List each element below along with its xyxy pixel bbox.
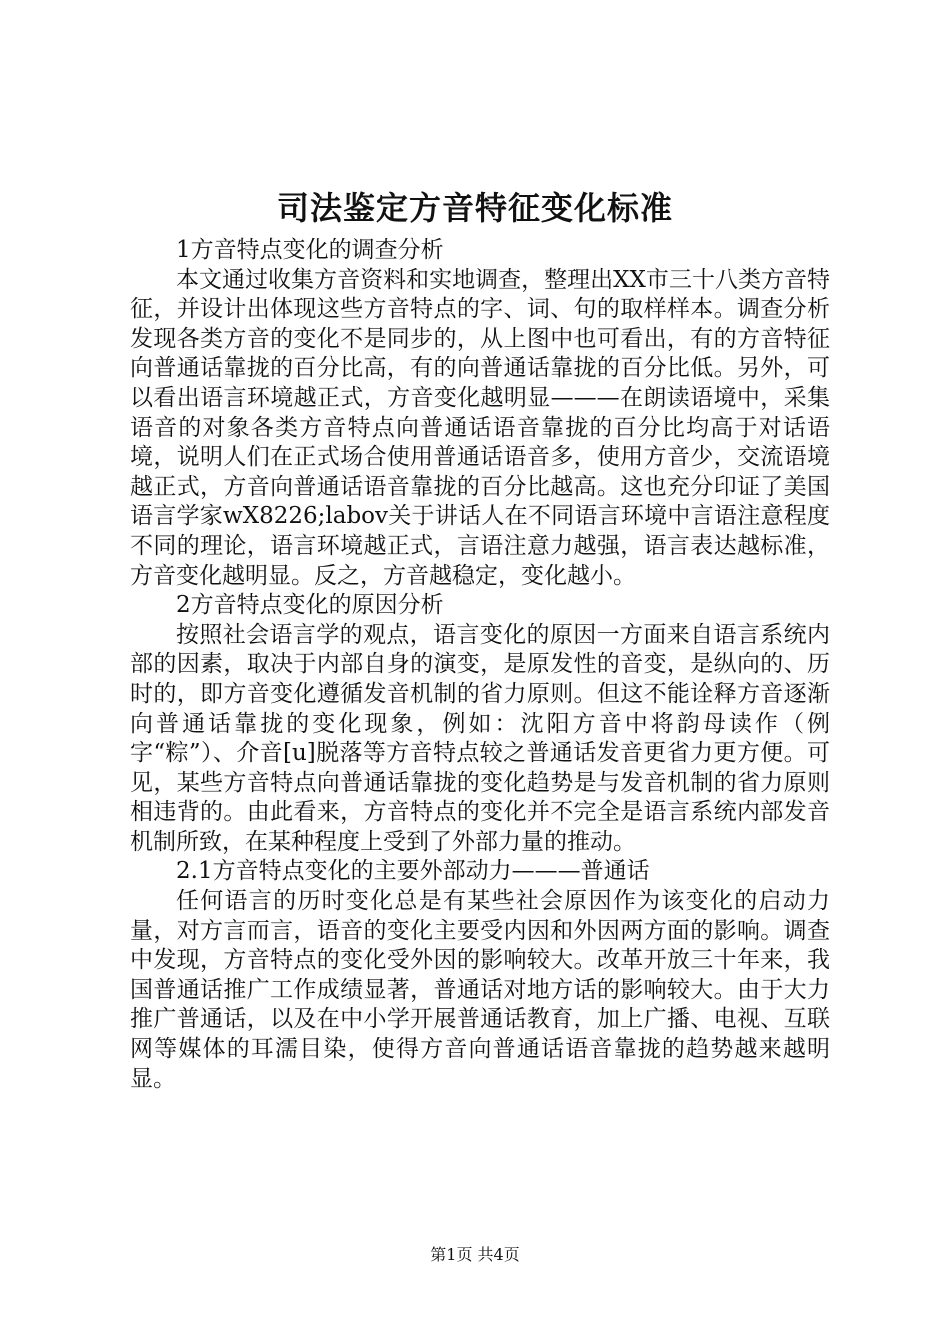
- page-footer: 第1页 共4页: [430, 1245, 520, 1264]
- document-body: [130, 236, 830, 1094]
- paragraph: 按照社会语言学的观点，语言变化的原因一方面来自语言系统内部的因素，取决于内部自身的演变，是原发性的音变，是纵向的、历时的，即方音变化遵循发音机制的省力原则。但这不能诠释方音逐渐向普通话靠拢的变化现象，例如：沈阳方音中将韵母读作（例字“粽”）、介音[u]脱落等方音特点较之普通话发音更省力更方便。可见，某些方音特点向普通话靠拢的变化趋势是与发音机制的省力原则相违背的。由此看来，方音特点的变化并不完全是语言系统内部发音机制所致，在某种程度上受到了外部力量的推动。: [130, 621, 830, 855]
- paragraph: 任何语言的历时变化总是有某些社会原因作为该变化的启动力量，对方言而言，语音的变化主要受内因和外因两方面的影响。调查中发现，方音特点的变化受外因的影响较大。改革开放三十年来，我国普通话推广工作成绩显著，普通话对地方话的影响较大。由于大力推广普通话，以及在中小学开展普通话教育，加上广播、电视、互联网等媒体的耳濡目染，使得方音向普通话语音靠拢的趋势越来越明显。: [130, 888, 830, 1092]
- document-title: 司法鉴定方音特征变化标准: [276, 189, 673, 227]
- section-heading-2: 2方音特点变化的原因分析: [176, 592, 444, 619]
- paragraph: 本文通过收集方音资料和实地调查，整理出XX市三十八类方音特征，并设计出体现这些方音特点的字、词、句的取样样本。调查分析发现各类方音的变化不是同步的，从上图中也可看出，有的方音特征向普通话靠拢的百分比高，有的向普通话靠拢的百分比低。另外，可以看出语言环境越正式，方音变化越明显———在朗读语境中，采集语音的对象各类方音特点向普通话语音靠拢的百分比均高于对话语境，说明人们在正式场合使用普通话语音多，使用方音少，交流语境越正式，方音向普通话语音靠拢的百分比越高。这也充分印证了美国语言学家wX8226;labov关于讲话人在不同语言环境中言语注意程度不同的理论，语言环境越正式，言语注意力越强，语言表达越标准，方音变化越明显。反之，方音越稳定，变化越小。: [130, 266, 830, 589]
- section-heading-2-1: 2.1方音特点变化的主要外部动力———普通话: [176, 858, 650, 885]
- section-heading-1: 1方音特点变化的调查分析: [176, 237, 444, 263]
